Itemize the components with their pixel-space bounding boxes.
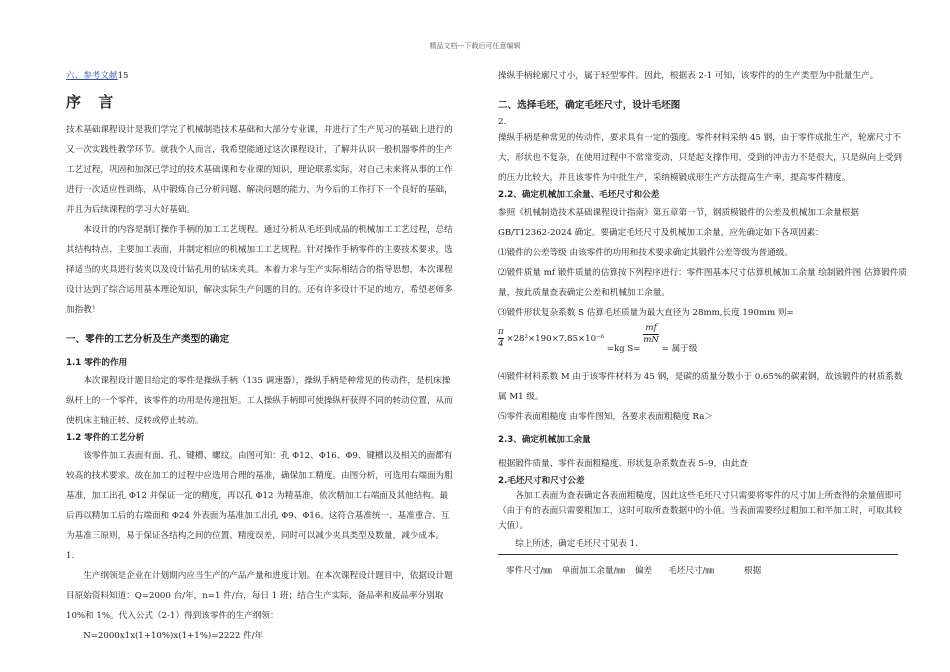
production-formula: N=2000x1x(1+10%)x(1+1%)=2222 件/年: [83, 631, 264, 641]
section-2-text: 操纵手柄是种常见的传动件，要求具有一定的强度。零件材料采纳 45 钢，由于零件成批生产，轮廓尺寸不大，形状也不复杂，在使用过程中不常常变动，只是起支撑作用，受到的冲击力不是很大，只是纵向上受到的压力比较大，并且该零件为中批生产，采纳模锻成形生产方法提高生产率，提高零件精度。: [498, 133, 902, 183]
page-header: 精品文档---下载后可任意编辑: [429, 42, 521, 50]
toc-link-references[interactable]: 六、参考文献: [66, 71, 118, 81]
section-2-number: 2.: [498, 117, 507, 127]
left-column: [66, 66, 456, 646]
production-type-text: 操纵手柄轮廓尺寸小，属于轻型零件。因此，根据表 2-1 可知，该零件的的生产类型为中批量生产。: [498, 71, 879, 81]
preface-paragraph-2: 本设计的内容是制订操作手柄的加工工艺规程。通过分析从毛坯到成品的机械加工工艺过程，总结其结构特点、主要加工表面，并制定相应的机械加工工艺规程。针对操作手柄零件的主要技术要求，选择适当的夹具进行装夹以及设计钻孔用的钻床夹具。本着力求与生产实际相结合的指导思想，本次课程设计达到了综合运用基本理论知识，解决实际生产问题的目的。还有许多设计不足的地方，希望老师多加指教！: [66, 225, 453, 315]
shape-class-result: = 属于级: [661, 344, 698, 354]
table-header-cell: 毛坯尺寸/㎜: [668, 566, 715, 576]
section-1-heading: 一、零件的工艺分析及生产类型的确定: [66, 334, 230, 345]
section-1-2-text: 该零件加工表面有面、孔、键槽、螺纹。由图可知：孔 Φ12、Φ16、Φ9、键槽以及相关的面都有较高的技术要求。故在加工的过程中应选用合理的基准，确保加工精度。由图分析，可选用右端面为粗基准，加工出孔 Φ12 并保证一定的精度，再以孔 Φ12 为精基准，依次精加工右端面及其他结构。最后再以精加工后的右端面和 Φ24 外表面为基准加工出孔 Φ9、Φ16。这符合基准统一、基准重合、互为基准三原则，易于保证各结构之间的位置、精度误差，同时可以减少夹具类型及数量，减少成本。: [66, 451, 453, 541]
factor-forging-mass: ⑵锻件质量 mf 锻件质量的估算按下列程序进行：零件图基本尺寸估算机械加工余量 绘制锻件图 估算锻件质量，按此质量查表确定公差和机械加工余量。: [498, 268, 907, 298]
section-2-heading: 二、选择毛坯，确定毛坯尺寸，设计毛坯图: [498, 100, 681, 111]
factor-material-coefficient: ⑷锻件材料系数 M 由于该零件材料为 45 钢，是碳的质量分数小于 0.65%的碳素钢，故该锻件的材质系数属 M1 级。: [498, 372, 903, 402]
preface-title: 序 言: [66, 93, 120, 111]
table-header-cell: 零件尺寸/㎜: [506, 566, 552, 576]
toc-page-number: 15: [117, 71, 129, 81]
table-header-cell: 根据: [744, 566, 762, 576]
table-header-row: [498, 559, 771, 581]
section-2-3-heading: 2.3、确定机械加工余量: [498, 435, 591, 445]
section-2-4-text: 各加工表面为查表确定各表面粗糙度，因此这些毛坯尺寸只需要将零件的尺寸加上所查得的余量值即可（由于有的表面只需要粗加工，这时可取所查数据中的小值。当表面需要经过粗加工和半加工时，可取其较大值）。: [498, 491, 902, 531]
section-1-3-text: 生产纲领是企业在计划期内应当生产的产品产量和进度计划。在本次课程设计题目中，依据设计题目原始资料知道：Q=2000 台/年，n=1 件/台，每日 1 班；结合生产实际，备品率和废品率分别取 10%和 1%。代入公式（2-1）得到该零件的生产纲领：: [66, 571, 453, 621]
mass-result: =kg S=: [606, 344, 641, 354]
table-header-cell: 偏差: [634, 566, 653, 576]
section-1-2-heading: 1.2 零件的工艺分析: [66, 433, 145, 443]
section-1-1-heading: 1.1 零件的作用: [66, 358, 128, 368]
section-1-3-number: 1.: [66, 551, 75, 561]
mass-expression: ×28²×190×7.85×10⁻⁶: [506, 334, 605, 344]
section-2-2-heading: 2.2、确定机械加工余量、毛坯尺寸和公差: [498, 190, 660, 200]
mass-ratio: $\frac{mf}{mN}$: [643, 323, 659, 345]
section-1-1-text: 本次课程设计题目给定的零件是操纵手柄（135 调速器），操纵手柄是种常见的传动件，是机床操纵杆上的一个零件，该零件的功用是传递扭矩。工人操纵手柄即可使操纵杆获得不同的转动位置，从而使机床主轴正转、反转或停止转动。: [66, 376, 453, 426]
shape-complexity-formula: [498, 323, 908, 367]
table-top-rule: [498, 554, 898, 555]
preface-paragraph-1: 技术基础课程设计是我们学完了机械制造技术基础和大部分专业课，并进行了生产见习的基础上进行的又一次实践性教学环节。就我个人而言，我希望能通过这次课程设计，了解并认识一般机器零件的生产工艺过程，巩固和加深已学过的技术基础课和专业课的知识，理论联系实际，对自己未来将从事的工作进行一次适应性训练，从中锻炼自己分析问题、解决问题的能力，为今后的工作打下一个良好的基础，并且为后续课程的学习大好基础。: [66, 125, 453, 215]
section-2-3-text: 根据锻件质量、零件表面粗糙度、形状复杂系数查表 5–9，由此查: [498, 459, 748, 469]
right-column: [498, 66, 908, 581]
factor-surface-roughness: ⑸零件表面粗糙度 由零件图知，各要求表面粗糙度 Ra＞: [498, 412, 713, 422]
pi-over-four: $\frac{\pi}{4}$: [498, 327, 504, 349]
section-2-4-heading: 2.毛坯尺寸和尺寸公差: [498, 476, 585, 486]
summary-text: 综上所述，确定毛坯尺寸见表 1.: [515, 539, 638, 549]
table-header-cell: 单面加工余量/㎜: [561, 566, 625, 576]
factor-tolerance-grade: ⑴锻件的公差等级 由该零件的功用和技术要求确定其锻件公差等级为普通级。: [498, 248, 793, 258]
blank-size-table: [498, 559, 771, 581]
factor-shape-complexity: ⑶锻件形状复杂系数 S 估算毛坯质量为最大直径为 28mm,长度 190mm 则=: [498, 308, 794, 318]
section-2-2-text: 参照《机械制造技术基础课程设计指南》第五章第一节，钢质模锻件的公差及机械加工余量根据 GB/T12362-2024 确定。要确定毛坯尺寸及机械加工余量，应先确定如下各项因素：: [498, 208, 859, 238]
toc-entry: [66, 66, 456, 86]
